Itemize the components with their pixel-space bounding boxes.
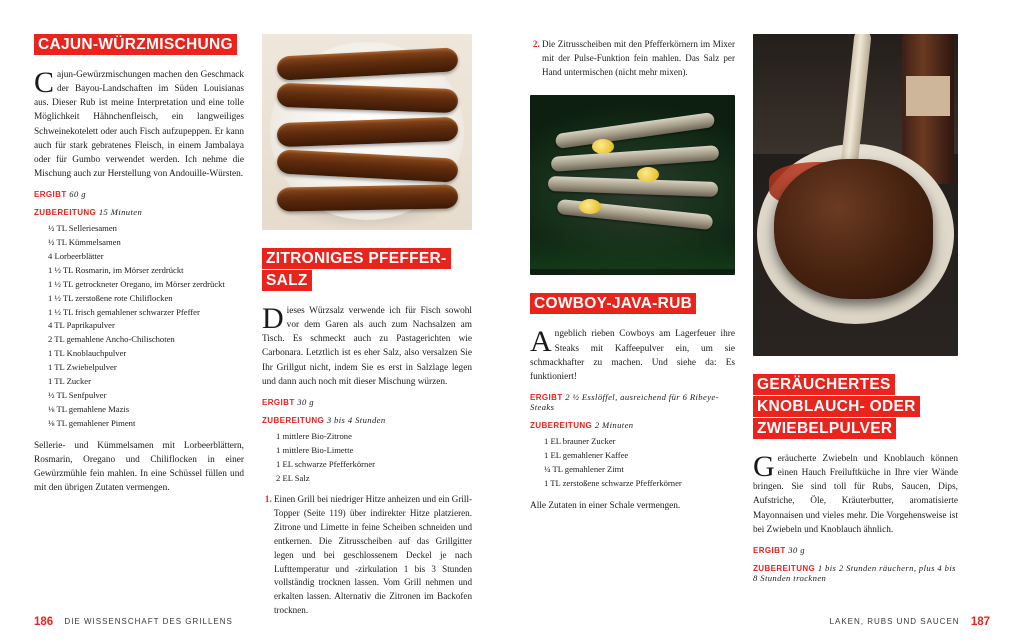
geraeuchertes-intro-text: eräucherte Zwiebeln und Knoblauch können einen Hauch Freiluftküche in Ihre vier Wände bringen. Sie sind toll für Rubs, Saucen, Dips, Aufstriche, Öle, Kräuterbutter, aromatisierte Mayonnaisen und vieles mehr. Die Vorgehensweise ist bei Zwiebeln und Knoblauch ähnlich. — [753, 454, 958, 535]
right-page — [512, 0, 1024, 644]
list-item: ½ TL Selleriesamen — [48, 223, 117, 233]
list-item: 1 ½ TL getrockneter Oregano, im Mörser zerdrückt — [48, 278, 225, 289]
cajun-method-paragraph: Sellerie- und Kümmelsamen mit Lorbeerblättern, Rosmarin, Oregano und Chiliflocken in einer Gewürzmühle fein mahlen. In eine Schüssel füllen und mit den übrigen Zutaten vermengen. — [34, 440, 244, 494]
zitronen-steps-list — [262, 493, 472, 617]
zubereitung-label: ZUBEREITUNG — [753, 563, 816, 573]
list-item: 1 EL brauner Zucker — [544, 435, 616, 446]
zitronen-ingredient-list — [262, 430, 472, 486]
zitronen-dropcap: D — [262, 302, 284, 335]
zitronen-steps-continued — [530, 38, 735, 79]
ergibt-label: ERGIBT — [262, 397, 295, 407]
cajun-heading-wrap — [34, 34, 244, 56]
list-item: 2 EL Salz — [276, 472, 310, 483]
bottle-label-shape — [906, 76, 950, 116]
sausage-shape — [276, 184, 457, 211]
list-item: ½ TL Kümmelsamen — [48, 236, 121, 247]
cajun-title: CAJUN-WÜRZMISCHUNG — [34, 34, 237, 55]
cowboy-intro-paragraph — [530, 327, 735, 384]
list-item: 1 EL gemahlener Kaffee — [544, 449, 629, 460]
column-cowboy-java-rub — [530, 34, 735, 584]
page-number-left: 186 — [34, 616, 54, 628]
column-cajun — [34, 34, 244, 624]
list-item: 1 TL Zwiebelpulver — [48, 362, 117, 373]
geraeuchertes-intro-paragraph — [753, 452, 958, 537]
column-zitroniges-pfeffersalz — [262, 34, 472, 624]
page-number-right: 187 — [970, 616, 990, 628]
cowboy-title: COWBOY-JAVA-RUB — [530, 293, 696, 314]
list-item: 2 TL gemahlene Ancho-Chilischoten — [48, 334, 175, 345]
fish-shape — [548, 176, 718, 197]
cajun-intro-paragraph — [34, 68, 244, 181]
list-item: 1 mittlere Bio-Zitrone — [276, 430, 352, 441]
list-item: ½ TL Senfpulver — [48, 390, 107, 401]
left-page-columns — [34, 34, 494, 624]
list-item: ⅛ TL gemahlene Mazis — [48, 403, 130, 414]
zitronen-intro-paragraph — [262, 304, 472, 389]
cajun-yield-line — [34, 189, 244, 199]
zitronen-heading-wrap — [262, 248, 472, 292]
zitronen-intro-text: ieses Würzsalz verwende ich für Fisch sowohl vor dem Garen als auch zum Nachsalzen am Tisch. Es schmeckt auch zu Pastagerichten wie Carbonara. Letztlich ist es eher Salz, also versalzen Sie Ihr Grillgut nicht, indem Sie es erst in Salzlage legen und dann auch noch mit dieser Mischung würzen. — [262, 306, 472, 387]
list-item: 1. Einen Grill bei niedriger Hitze anheizen und ein Grill-Topper (Seite 119) über indirekter Hitze platzieren. Zitrone und Limette in feine Scheiben schneiden und entkernen. Die Zitrusscheiben auf das Grillgitter legen und bei geschlossenem Deckel je nach Lufttemperatur und -zirkulation 1 bis 3 Stunden vollständig trocknen lassen. Vom Grill nehmen und erkalten lassen. Alternativ die Zitronen im Backofen trocknen. — [274, 493, 472, 617]
cajun-time-value: 15 Minuten — [98, 207, 143, 217]
geraeuchertes-heading-wrap — [753, 374, 958, 440]
steak-shape — [774, 159, 934, 299]
geraeuchertes-yield-line — [753, 545, 958, 555]
zitronen-time-value: 3 bis 4 Stunden — [326, 414, 386, 425]
zubereitung-label: ZUBEREITUNG — [34, 208, 97, 217]
fish-shape — [554, 112, 715, 149]
cowboy-dropcap: A — [530, 325, 552, 359]
left-footer-text: DIE WISSENSCHAFT DES GRILLENS — [64, 617, 233, 626]
list-item: 1 TL Zucker — [48, 376, 91, 387]
herbs-shape — [530, 235, 735, 269]
sausage-photo — [262, 34, 472, 230]
list-item: 4 TL Paprikapulver — [48, 320, 115, 331]
steak-photo — [753, 34, 958, 356]
cajun-time-line — [34, 207, 244, 217]
list-item: ¼ TL gemahlener Zimt — [544, 463, 624, 474]
zitronen-yield-value: 30 g — [297, 396, 314, 407]
list-item: 1 EL schwarze Pfefferkörner — [276, 458, 376, 469]
geraeuchertes-yield-value: 30 g — [788, 544, 805, 555]
cowboy-method-paragraph: Alle Zutaten in einer Schale vermengen. — [530, 500, 681, 511]
cowboy-time-line — [530, 420, 735, 430]
list-item: 1 mittlere Bio-Limette — [276, 444, 354, 455]
zubereitung-label: ZUBEREITUNG — [530, 420, 593, 430]
cajun-ingredient-list — [34, 222, 244, 431]
zitronen-title: ZITRONIGES PFEFFER-SALZ — [262, 248, 451, 291]
zitronen-yield-line — [262, 397, 472, 407]
list-item: 2. Die Zitrusscheiben mit den Pfefferkörnern im Mixer mit der Pulse-Funktion fein mahlen. Das Salz per Hand untermischen (nicht mehr mixen). — [542, 38, 735, 79]
cajun-yield-value: 60 g — [69, 189, 86, 199]
cowboy-time-value: 2 Minuten — [594, 419, 634, 430]
geraeuchertes-time-value: 1 bis 2 Stunden räuchern, plus 4 bis 8 Stunden trocknen — [753, 562, 956, 583]
cowboy-yield-line — [530, 392, 735, 412]
zitronen-time-line — [262, 415, 472, 425]
list-item: 4 Lorbeerblätter — [48, 250, 104, 261]
list-item: 1 ½ TL zerstoßene rote Chiliflocken — [48, 292, 173, 303]
ergibt-label: ERGIBT — [34, 190, 67, 199]
cowboy-heading-wrap — [530, 293, 735, 315]
left-page-footer — [34, 616, 233, 628]
cowboy-ingredient-list — [530, 435, 735, 491]
geraeuchertes-time-line — [753, 563, 958, 583]
cowboy-intro-text: ngeblich rieben Cowboys am Lagerfeuer ihre Steaks mit Kaffeepulver ein, um sie schmackhafter zu machen. Und siehe da: Es funktioniert! — [530, 329, 735, 382]
list-item: 1 TL zerstoßene schwarze Pfefferkörner — [544, 477, 682, 488]
fish-shape — [550, 146, 719, 173]
right-page-columns — [530, 34, 990, 584]
ergibt-label: ERGIBT — [753, 545, 786, 555]
right-page-footer — [830, 616, 990, 628]
cajun-dropcap: C — [34, 66, 55, 99]
column-geraeuchertes-pulver — [753, 34, 958, 584]
geraeuchertes-dropcap: G — [753, 450, 775, 483]
list-item: 1 ½ TL frisch gemahlener schwarzer Pfeffer — [48, 306, 200, 317]
list-item: 1 TL Knoblauchpulver — [48, 348, 127, 359]
right-footer-text: LAKEN, RUBS UND SAUCEN — [829, 617, 960, 626]
cajun-intro-text: ajun-Gewürzmischungen machen den Geschmack der Bayou-Landschaften im Süden Louisianas aus. Dieser Rub ist meine Interpretation und eine tolle Möglichkeit Hähnchenfleisch, ein langweiliges Schweinekotelett oder auch Fisch aufzupeppen. Er kann auch für stark gebratenes Fleisch, in einem Jambalaya oder für Gumbo verwendet werden. Ich nehme die Mischung auch zur Herstellung von Andouille-Würsten. — [34, 70, 244, 179]
list-item: 1 ½ TL Rosmarin, im Mörser zerdrückt — [48, 264, 184, 275]
list-item: ⅛ TL gemahlener Piment — [48, 417, 136, 428]
ergibt-label: ERGIBT — [530, 392, 563, 402]
cowboy-yield-value: 2 ½ Esslöffel, ausreichend für 6 Ribeye-Steaks — [530, 391, 719, 412]
zubereitung-label: ZUBEREITUNG — [262, 415, 325, 425]
fish-photo — [530, 95, 735, 275]
geraeuchertes-title: GERÄUCHERTES KNOBLAUCH- ODER ZWIEBELPULVER — [753, 374, 920, 439]
